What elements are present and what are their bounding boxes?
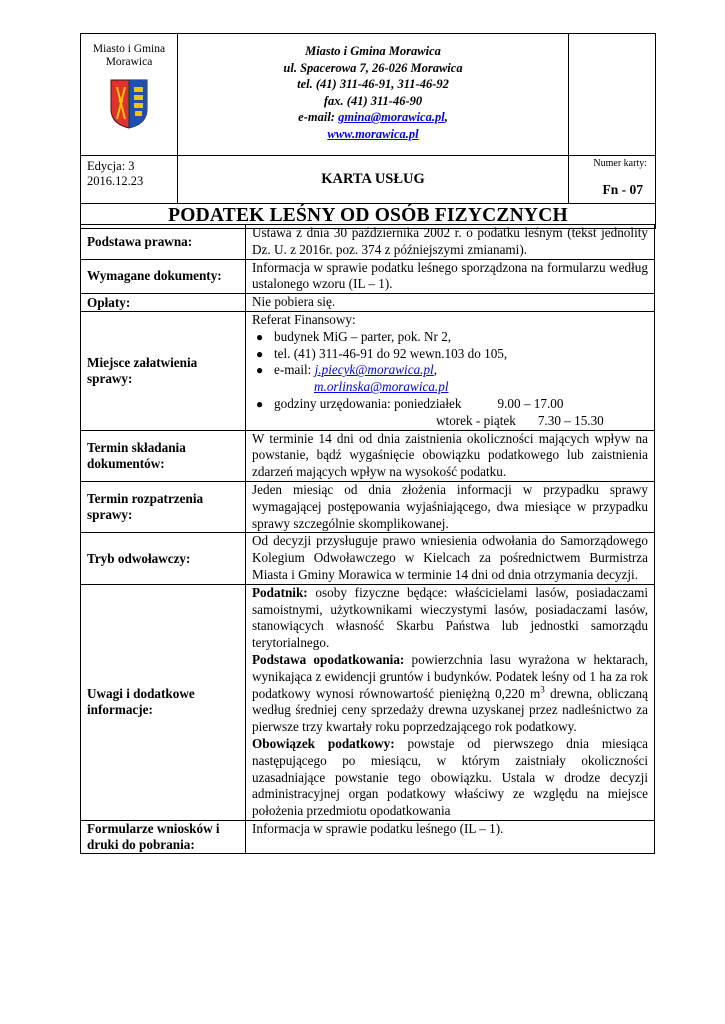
email-prefix: e-mail: [298,110,339,124]
row-required-documents [81,259,655,294]
fees-label: Opłaty: [81,294,246,312]
taxpayer-text: osoby fizyczne będące: właścicielami lasów, posiadaczami samoistnymi, użytkownikami wieczystymi lasów, posiadaczami lasów, stanowiących własność Skarbu Państwa lub jednostki samorządu terytorialnego. [252,584,648,651]
municipality-cell [81,34,178,156]
phone-text: tel. (41) 311-46-91 do 92 wewn.103 do 105, [274,345,508,361]
edition-number: Edycja: 3 [87,159,135,173]
row-legal-basis [81,225,655,260]
office-hours-label: godziny urzędowania: poniedziałek [274,395,462,411]
row-remarks [81,584,655,820]
office-fax: fax. (41) 311-46-90 [323,93,423,108]
row-deadline-submit [81,430,655,481]
tax-base-superscript: 3 [540,684,545,695]
deadline-review-text: Jeden miesiąc od dnia złożenia informacji w przypadku sprawy wymagającej postępowania wyjaśniającego, dwa miesiące w przypadku sprawy szczególnie skomplikowanej. [246,481,655,532]
card-number-cell [569,156,656,204]
service-card-table [80,224,655,854]
row-deadline-review [81,481,655,532]
header-right-empty [569,34,656,156]
bullet-icon: ● [256,346,264,361]
card-number-label: Numer karty: [593,158,647,169]
obligation-title: Obowiązek podatkowy: [252,735,395,751]
bullet-icon: ● [256,396,264,411]
edition-cell [81,156,178,204]
email-suffix: , [444,110,448,124]
place-details [246,311,655,430]
email-prefix: e-mail: [274,362,315,378]
office-name: Miasto i Gmina Morawica [305,44,441,58]
office-website-link[interactable]: www.morawica.pl [327,126,419,141]
list-item [256,362,648,379]
bullet-icon: ● [256,329,264,344]
tax-base-title: Podstawa opodatkowania: [252,651,405,667]
edition-date: 2016.12.23 [87,174,144,188]
appeal-text: Od decyzji przysługuje prawo wniesienia odwołania do Samorządowego Kolegium Odwoławczego w Kielcach za pośrednictwem Burmistrza Miasta i Gminy Morawica w terminie 14 dni od dnia otrzymania decyzji. [246,533,655,584]
legal-basis-label: Podstawa prawna: [81,225,246,260]
hours-monday: 9.00 – 17.00 [497,395,564,411]
remarks-label: Uwagi i dodatkowe informacje: [81,584,246,820]
email-suffix: , [433,362,438,378]
tax-base-text-2: drewna, obliczaną według średniej ceny sprzedaży drewna uzyskanej przez nadleśnictwo za pierwsze trzy kwartały roku poprzedzającego rok podatkowy. [252,685,648,735]
required-documents-text: Informacja w sprawie podatku leśnego sporządzona na formularzu według ustalonego wzoru (IL – 1). [246,259,655,294]
list-item [256,329,648,346]
card-number: Fn - 07 [602,182,643,197]
department-heading: Referat Finansowy: [252,311,356,327]
obligation-text: powstaje od pierwszego dnia miesiąca następującego po miesiącu, w którym zaistniały okoliczności uzasadniające powstanie tego obowiązku. Ustala w drodze decyzji administracyjnej organ podatkowy właściwy ze względu na miejsce położenia przedmiotu opodatkowania [252,735,648,819]
fees-text: Nie pobiera się. [246,294,655,312]
required-documents-label: Wymagane dokumenty: [81,259,246,294]
municipality-name: Miasto i Gmina [92,43,166,55]
taxpayer-title: Podatnik: [252,584,308,600]
list-item [256,396,648,413]
office-street: ul. Spacerowa 7, 26-026 Morawica [283,60,463,75]
municipality-name-2: Morawica [105,56,153,68]
forms-text: Informacja w sprawie podatku leśnego (IL – 1). [246,820,655,853]
row-appeal [81,533,655,584]
building-text: budynek MiG – parter, pok. Nr 2, [274,328,452,344]
hours-days-2: wtorek - piątek [436,412,516,428]
email-link-piecyk[interactable]: j.piecyk@morawica.pl [314,362,434,378]
appeal-label: Tryb odwoławczy: [81,533,246,584]
tax-base-text-1: powierzchnia lasu wyrażona w hektarach, wynikająca z ewidencji gruntów i budynków. Podatek leśny od 1 ha za rok podatkowy wynosi równowartość pieniężną 0,220 m [252,651,648,701]
coat-of-arms-icon [110,79,148,129]
list-item [256,346,648,363]
card-type: KARTA USŁUG [178,156,569,204]
legal-basis-text: Ustawa z dnia 30 października 2002 r. o podatku leśnym (tekst jednolity Dz. U. z 2016r. poz. 374 z późniejszymi zmianami). [246,225,655,260]
hours-tue-fri: 7.30 – 15.30 [537,412,604,428]
page-title: PODATEK LEŚNY OD OSÓB FIZYCZNYCH [81,204,656,229]
remarks-text [246,584,655,820]
row-place [81,311,655,430]
header-table [80,33,656,229]
email-link-orlinska[interactable]: m.orlinska@morawica.pl [314,379,449,395]
forms-label: Formularze wniosków i druki do pobrania: [81,820,246,853]
row-fees [81,294,655,312]
office-email-line [178,109,568,126]
deadline-review-label: Termin rozpatrzenia sprawy: [81,481,246,532]
address-cell [178,34,569,156]
office-email-link[interactable]: gmina@morawica.pl [338,110,445,124]
bullet-icon: ● [256,363,264,378]
office-phone: tel. (41) 311-46-91, 311-46-92 [297,77,449,91]
deadline-submit-text: W terminie 14 dni od dnia zaistnienia okoliczności mających wpływ na powstanie, bądź wygaśnięcie obowiązku podatkowego lub zaistnienia zdarzeń mających wpływ na wysokość podatku. [246,430,655,481]
row-forms [81,820,655,853]
place-label: Miejsce załatwienia sprawy: [81,311,246,430]
deadline-submit-label: Termin składania dokumentów: [81,430,246,481]
